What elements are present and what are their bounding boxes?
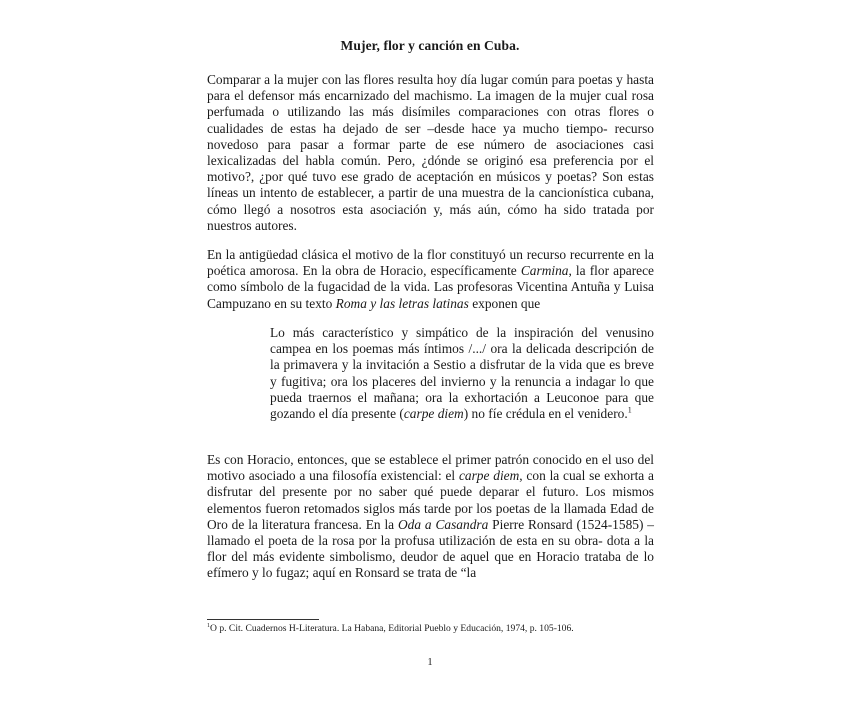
paragraph-3-text-2: , con la cual se exhorta a disfrutar del presente por no saber qué puede deparar el futuro. Los mismos elementos fueron retomados siglos más tarde por los poetas de la llamada Edad de Oro de la literatura francesa. En la	[207, 468, 654, 532]
paragraph-2-text-3: exponen que	[468, 295, 541, 311]
paragraph-3-text-3: Pierre Ronsard (1524-1585) –llamado el poeta de la rosa por la profusa utilización de esta en su obra- dota a la flor del más evidente simbolismo, deudor de aquel que en Horacio trataba de lo efímero y lo fugaz; aquí en Ronsard se trata de “la	[207, 516, 654, 581]
paragraph-2	[207, 247, 654, 312]
footnote-divider	[207, 619, 319, 620]
paragraph-3-italic-carpe-diem: carpe diem	[458, 468, 520, 484]
paragraph-2-italic-carmina: Carmina	[520, 263, 569, 279]
block-quote	[270, 325, 654, 422]
paragraph-2-italic-book-title: Roma y las letras latinas	[335, 295, 469, 311]
paragraph-3	[207, 452, 654, 582]
quote-text-1: Lo más característico y simpático de la inspiración del venusino campea en los poemas más íntimos /.../ ora la delicada descripción de la primavera y la invitación a Sestio a disfrutar de la vida que es breve y fugitiva; ora los placeres del invierno y la renuncia a indagar lo que pueda traernos el mañana; ora la exhortación a Leuconoe para que gozando el día presente (	[270, 325, 654, 422]
quote-text-2: ) no fíe crédula en el venidero.	[463, 406, 628, 422]
paragraph-1: Comparar a la mujer con las flores resulta hoy día lugar común para poetas y hasta para el defensor más encarnizado del machismo. La imagen de la mujer cual rosa perfumada o utilizando las más disímiles comparaciones con otras flores o cualidades de estas ha dejado de ser –desde hace ya mucho tiempo- recurso novedoso para pasar a formar parte de ese número de asociaciones casi lexicalizadas del habla común. Pero, ¿dónde se originó esa preferencia por el motivo?, ¿por qué tuvo ese grado de aceptación en músicos y poetas? Son estas líneas un intento de establecer, a partir de una muestra de la cancionística cubana, cómo llegó a nosotros esta asociación y, más aún, cómo ha sido tratada por nuestros autores.	[207, 72, 654, 233]
paragraph-2-text-2: , la flor aparece como símbolo de la fugacidad de la vida. Las profesoras Vicentina Antuña y Luisa Campuzano en su texto	[207, 263, 654, 311]
footnote	[207, 623, 574, 635]
paragraph-3-italic-oda: Oda a Casandra	[397, 516, 489, 532]
footnote-text: O p. Cit. Cuadernos H-Literatura. La Habana, Editorial Pueblo y Educación, 1974, p. 105-106.	[210, 623, 574, 634]
page-number: 1	[427, 657, 433, 668]
paragraph-2-text-1: En la antigüedad clásica el motivo de la flor constituyó un recurso recurrente en la poética amorosa. En la obra de Horacio, específicamente	[207, 247, 654, 279]
footnote-number: 1	[207, 622, 210, 629]
quote-italic-carpe-diem: carpe diem	[403, 406, 464, 422]
document-title: Mujer, flor y canción en Cuba.	[340, 38, 520, 53]
footnote-reference[interactable]: 1	[627, 405, 632, 415]
paragraph-3-text-1: Es con Horacio, entonces, que se establece el primer patrón conocido en el uso del motivo asociado a una filosofía existencial: el	[207, 452, 654, 484]
